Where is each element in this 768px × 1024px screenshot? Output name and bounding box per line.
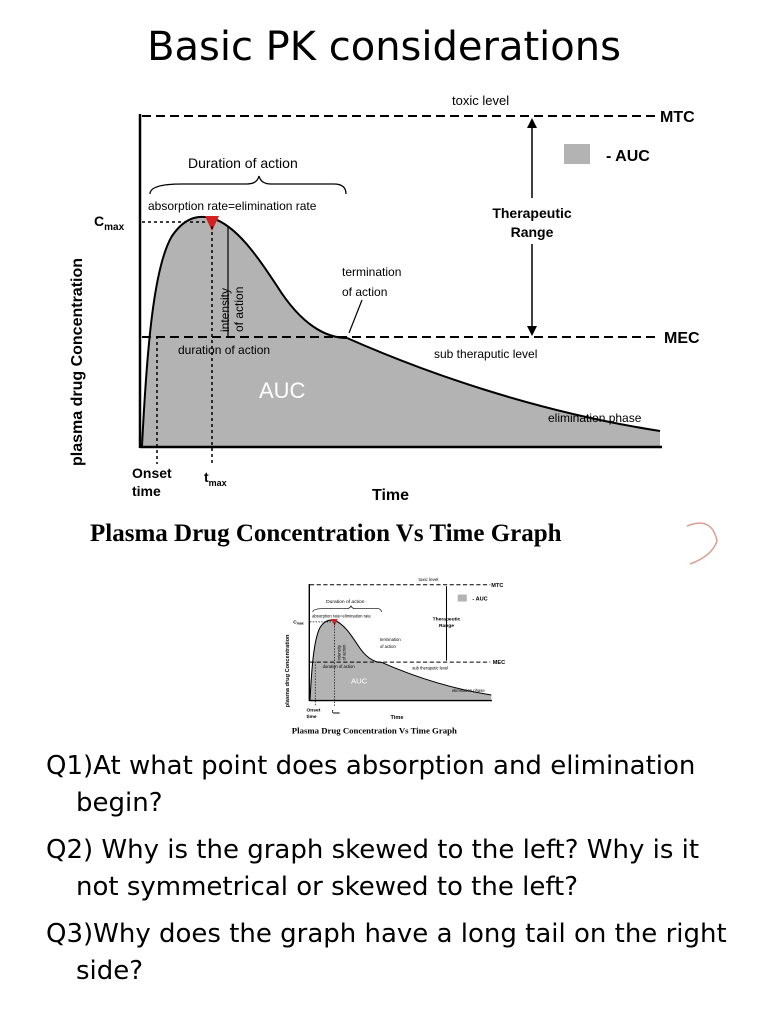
- termination-arrow: [349, 300, 362, 333]
- therapeutic-arrow-bottom: [527, 326, 537, 336]
- thumb-auc: AUC: [350, 676, 368, 686]
- thumb-onset: Onset time: [306, 708, 321, 720]
- decorative-swirl: [687, 523, 717, 564]
- thumb-cmax: $C_{max}$: [293, 620, 304, 626]
- onset-time-label: Onset time: [132, 465, 172, 499]
- thumb-toxic-level: toxic level: [418, 576, 439, 582]
- thumb-termination: termination of action: [380, 636, 401, 649]
- thumb-x-axis-label: Time: [390, 715, 404, 722]
- thumb-mec: MEC: [492, 660, 506, 667]
- x-axis-label: Time: [372, 487, 410, 504]
- thumb-duration-of-action: Duration of action: [326, 599, 365, 605]
- pk-graph-large: [62, 86, 742, 576]
- duration-of-action-label: Duration of action: [188, 155, 298, 171]
- thumb-absorption: absorption rate=elimination rate: [312, 613, 371, 619]
- therapeutic-arrow-top: [527, 118, 537, 128]
- mtc-label: MTC: [660, 109, 695, 126]
- y-axis-label: plasma drug Concentration: [69, 257, 86, 466]
- toxic-level-label: toxic level: [452, 93, 510, 108]
- thumb-sub-therapeutic: sub theraputic level: [412, 665, 449, 671]
- pk-graph-thumbnail-svg: [282, 574, 520, 746]
- auc-legend-label: - AUC: [606, 148, 650, 165]
- thumb-tmax: $t_{max}$: [331, 709, 340, 716]
- therapeutic-range-label: Therapeutic Range: [492, 205, 572, 240]
- sub-therapeutic-label: sub theraputic level: [434, 347, 538, 361]
- thumb-therapeutic: Therapeutic Range: [432, 617, 461, 630]
- slide-title: Basic PK considerations: [147, 24, 621, 70]
- thumb-intensity: intensityof action: [336, 644, 347, 661]
- thumb-caption: Plasma Drug Concentration Vs Time Graph: [291, 725, 457, 736]
- duration-lower-label: duration of action: [178, 343, 271, 357]
- thumb-duration-brace: [313, 606, 382, 612]
- termination-label: termination of action: [342, 265, 402, 299]
- cmax-label: $C_{max}$: [94, 213, 125, 233]
- auc-label: AUC: [259, 378, 306, 403]
- pk-graph-thumbnail: [282, 574, 520, 746]
- intensity-label: intensityof action: [218, 286, 246, 332]
- duration-brace: [150, 176, 346, 194]
- question-2: Q2) Why is the graph skewed to the left? Why is it not symmetrical or skewed to the left?: [46, 835, 700, 902]
- question-1: Q1)At what point does absorption and elimination begin?: [46, 751, 696, 818]
- auc-legend-swatch: [564, 144, 590, 164]
- thumb-elimination-phase: elimination phase: [452, 687, 485, 693]
- graph-caption: Plasma Drug Concentration Vs Time Graph: [90, 520, 562, 547]
- elimination-phase-label: elimination phase: [548, 411, 642, 425]
- mec-label: MEC: [664, 330, 700, 347]
- thumb-y-axis-label: plasma drug Concentration: [285, 634, 291, 708]
- question-3: Q3)Why does the graph have a long tail on the right side?: [46, 919, 727, 986]
- thumb-duration-lower: duration of action: [322, 664, 355, 670]
- tmax-label: $t_{max}$: [204, 469, 227, 488]
- pk-graph-svg: [62, 86, 742, 576]
- thumb-auc-legend: - AUC: [472, 596, 488, 603]
- questions-list: [46, 748, 746, 1000]
- thumb-auc-swatch: [458, 595, 467, 602]
- absorption-elimination-label: absorption rate=elimination rate: [148, 199, 317, 213]
- thumb-mtc: MTC: [491, 582, 504, 589]
